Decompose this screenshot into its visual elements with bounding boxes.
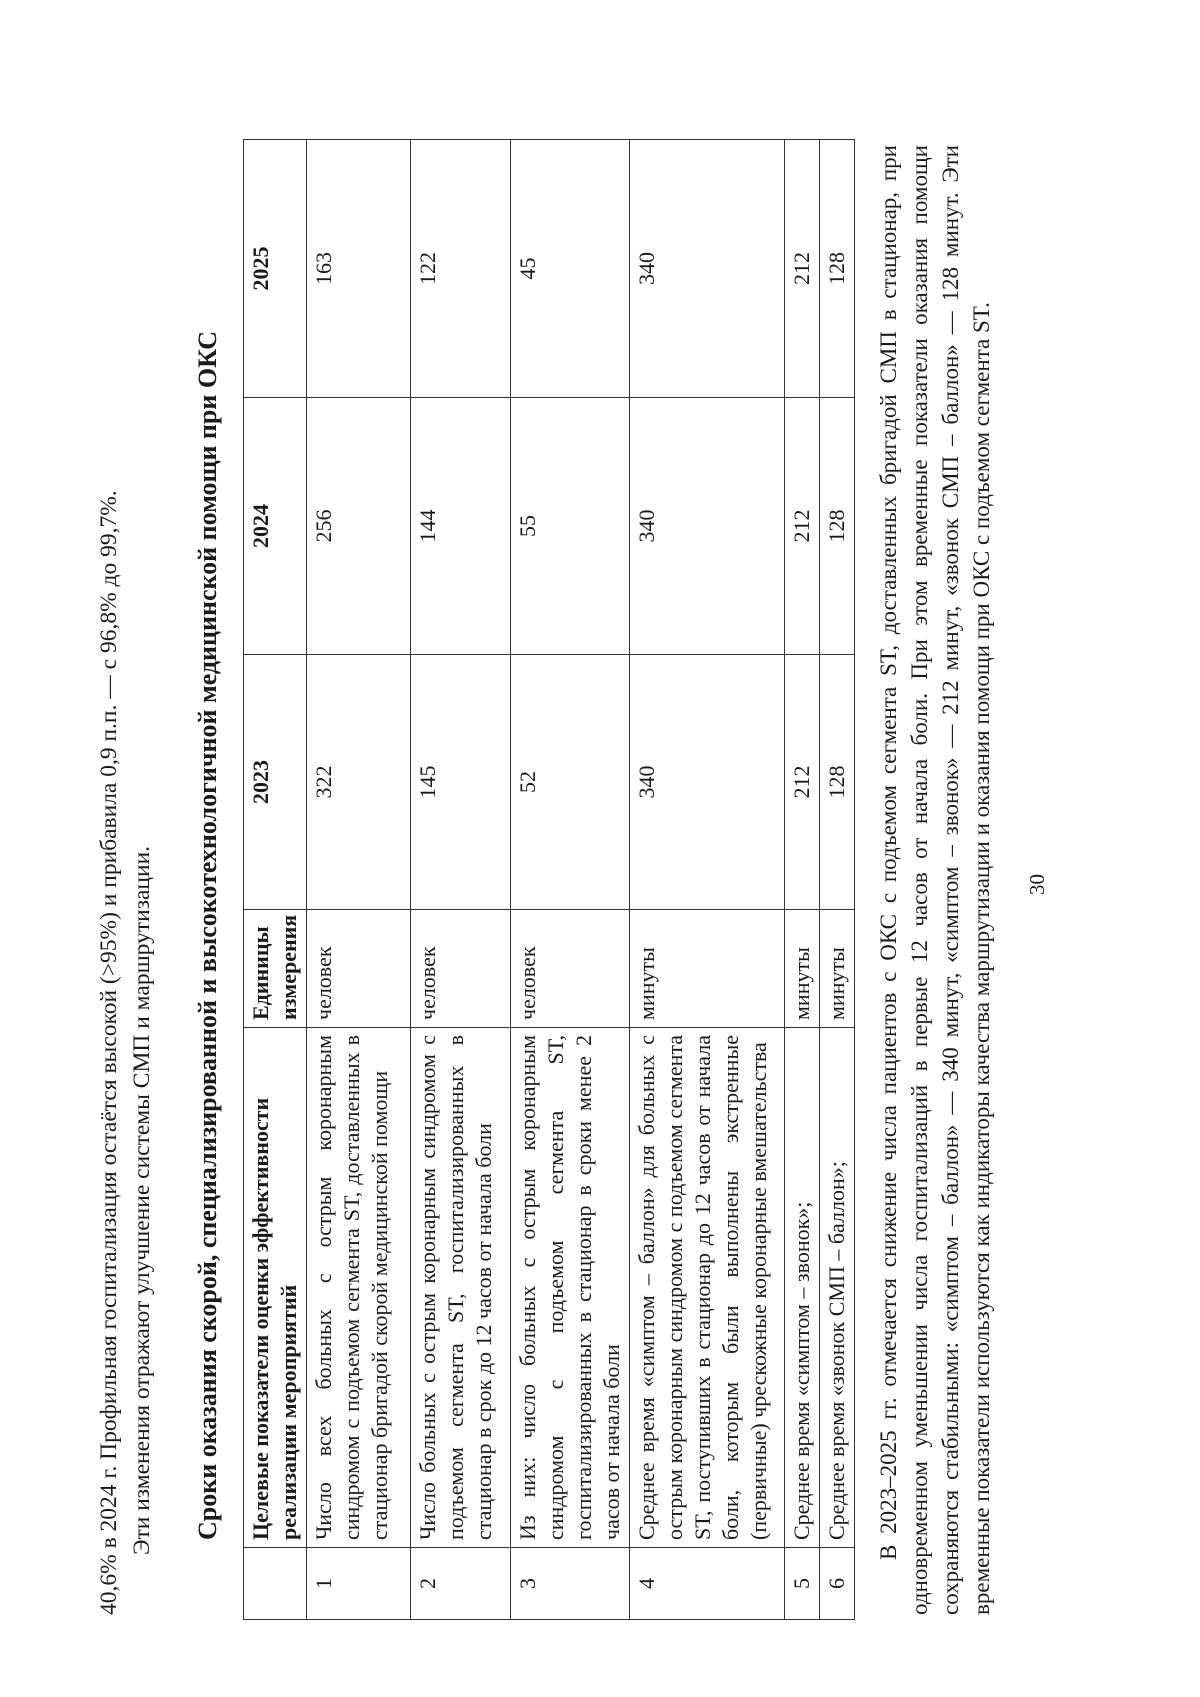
table-row bbox=[820, 140, 855, 1620]
row-indicator: Среднее время «симптом – баллон» для больных с острым коронарным синдромом с подъемом сегмента ST, поступивших в стационар до 12 часов от начала боли, которым были выполнены экстренные (первичные) чрескожные коронарные вмешательства bbox=[630, 1028, 785, 1548]
row-indicator: Число больных с острым коронарным синдромом с подъемом сегмента ST, госпитализированных в стационар в срок до 12 часов от начала боли bbox=[411, 1028, 511, 1548]
row-indicator: Число всех больных с острым коронарным синдромом с подъемом сегмента ST, доставленных в стационар бригадой скорой медицинской помощи bbox=[307, 1028, 411, 1548]
row-value-2023: 145 bbox=[411, 655, 511, 910]
row-value-2023: 322 bbox=[307, 655, 411, 910]
row-value-2023: 340 bbox=[630, 655, 785, 910]
table-row bbox=[411, 140, 511, 1620]
row-unit: человек bbox=[511, 910, 630, 1028]
document-page bbox=[75, 95, 1095, 1655]
table-row bbox=[630, 140, 785, 1620]
table-header-row bbox=[244, 140, 307, 1620]
header-indicator: Целевые показатели оценки эффективности реализации мероприятий bbox=[244, 1028, 307, 1548]
row-indicator: Среднее время «звонок СМП – баллон»; bbox=[820, 1028, 855, 1548]
row-number: 4 bbox=[630, 1548, 785, 1620]
row-number: 5 bbox=[785, 1548, 820, 1620]
table-row bbox=[511, 140, 630, 1620]
row-number: 6 bbox=[820, 1548, 855, 1620]
header-2025: 2025 bbox=[244, 140, 307, 398]
row-unit: минуты bbox=[820, 910, 855, 1028]
table-row bbox=[785, 140, 820, 1620]
header-unit: Единицы измерения bbox=[244, 910, 307, 1028]
row-unit: минуты bbox=[785, 910, 820, 1028]
row-value-2025: 163 bbox=[307, 140, 411, 398]
row-unit: человек bbox=[307, 910, 411, 1028]
table-row bbox=[307, 140, 411, 1620]
header-2023: 2023 bbox=[244, 655, 307, 910]
row-number: 2 bbox=[411, 1548, 511, 1620]
row-value-2023: 52 bbox=[511, 655, 630, 910]
row-value-2025: 340 bbox=[630, 140, 785, 398]
row-value-2025: 212 bbox=[785, 140, 820, 398]
intro-line-2: Эти изменения отражают улучшение системы СМП и маршрутизации. bbox=[129, 845, 155, 1555]
row-value-2025: 45 bbox=[511, 140, 630, 398]
header-number bbox=[244, 1548, 307, 1620]
header-2024: 2024 bbox=[244, 398, 307, 655]
indicators-table bbox=[243, 139, 855, 1620]
row-number: 3 bbox=[511, 1548, 630, 1620]
row-value-2024: 212 bbox=[785, 398, 820, 655]
row-value-2023: 212 bbox=[785, 655, 820, 910]
page-number: 30 bbox=[1025, 874, 1049, 895]
row-number: 1 bbox=[307, 1548, 411, 1620]
row-value-2024: 256 bbox=[307, 398, 411, 655]
row-indicator: Среднее время «симптом – звонок»; bbox=[785, 1028, 820, 1548]
intro-paragraph bbox=[93, 145, 159, 1615]
row-value-2024: 340 bbox=[630, 398, 785, 655]
row-value-2023: 128 bbox=[820, 655, 855, 910]
row-value-2024: 55 bbox=[511, 398, 630, 655]
row-unit: человек bbox=[411, 910, 511, 1028]
conclusion-paragraph bbox=[873, 145, 997, 1615]
conclusion-text: В 2023–2025 гг. отмечается снижение числа пациентов с ОКС с подъемом сегмента ST, доставленных бригадой СМП в стационар, при одновременном уменьшении числа госпитализаций в первые 12 часов от начала боли. При этом временные показатели оказания помощи сохраняются стабильными: «симптом – баллон» — 340 минут, «симптом – звонок» — 212 минут, «звонок СМП – баллон» — 128 минут. Эти временные показатели используются как индикаторы качества маршрутизации и оказания помощи при ОКС с подъемом сегмента ST. bbox=[876, 145, 994, 1615]
intro-line-1: 40,6% в 2024 г. Профильная госпитализация остаётся высокой (>95%) и прибавила 0,9 п.п. — с 96,8% до 99,7%. bbox=[96, 490, 122, 1615]
table-title: Сроки оказания скорой, специализированной и высокотехнологичной медицинской помощи при ОКС bbox=[193, 330, 222, 1540]
row-value-2024: 144 bbox=[411, 398, 511, 655]
row-indicator: Из них: число больных с острым коронарным синдромом с подъемом сегмента ST, госпитализированных в стационар в сроки менее 2 часов от начала боли bbox=[511, 1028, 630, 1548]
row-unit: минуты bbox=[630, 910, 785, 1028]
row-value-2025: 128 bbox=[820, 140, 855, 398]
row-value-2024: 128 bbox=[820, 398, 855, 655]
row-value-2025: 122 bbox=[411, 140, 511, 398]
